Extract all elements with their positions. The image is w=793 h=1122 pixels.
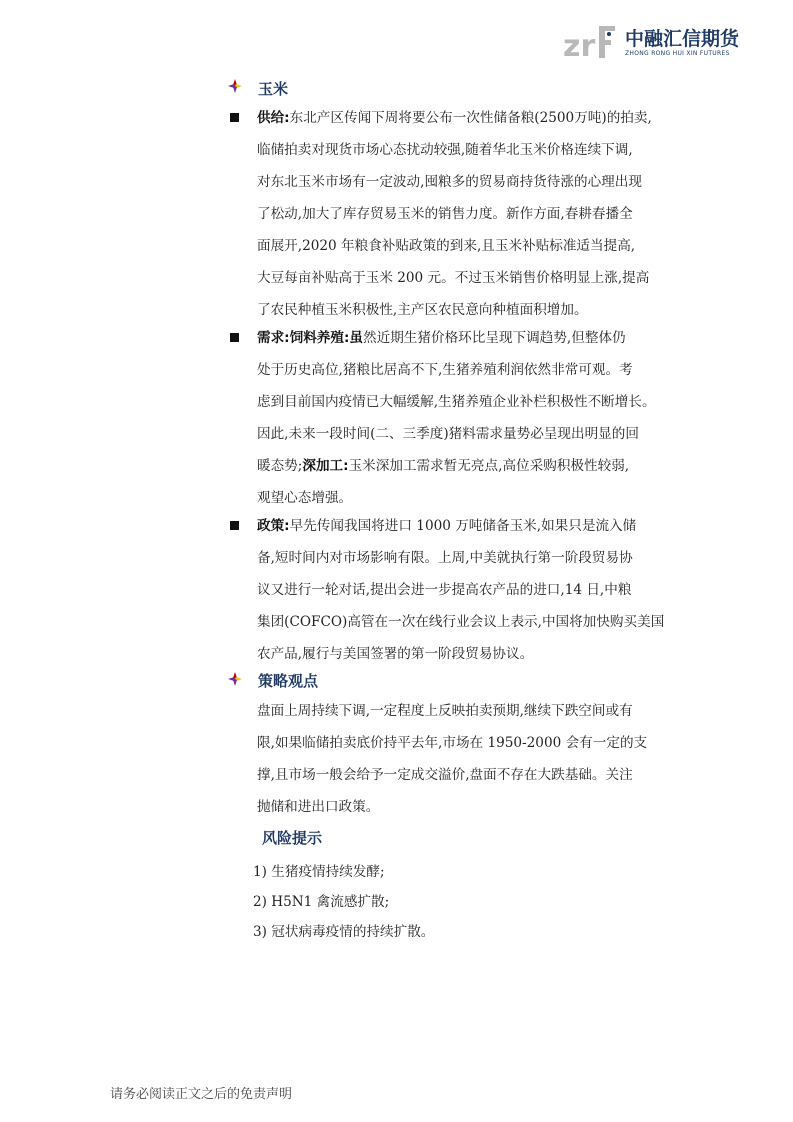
supply-text-1: 东北产区传闻下周将要公布一次性储备粮(2500万吨)的拍卖, bbox=[289, 110, 652, 126]
section-marker-icon bbox=[228, 79, 242, 93]
footer-disclaimer: 请务必阅读正文之后的免责声明 bbox=[110, 1087, 293, 1102]
demand-line-6: 观望心态增强。 bbox=[257, 490, 353, 506]
supply-label: 供给: bbox=[257, 110, 290, 126]
supply-line-4: 了松动,加大了库存贸易玉米的销售力度。新作方面,春耕春播全 bbox=[257, 206, 633, 222]
strategy-line-4: 抛储和进出口政策。 bbox=[257, 799, 380, 815]
section-title-corn: 玉米 bbox=[258, 80, 289, 98]
supply-line-7: 了农民种植玉米积极性,主产区农民意向种植面积增加。 bbox=[257, 302, 588, 318]
section-title-risk: 风险提示 bbox=[262, 829, 323, 847]
policy-text-1: 早先传闻我国将进口 1000 万吨储备玉米,如果只是流入储 bbox=[289, 518, 637, 534]
bullet-square bbox=[230, 333, 239, 342]
policy-line-3: 议又进行一轮对话,提出会进一步提高农产品的进口,14 日,中粮 bbox=[257, 582, 632, 598]
demand-text-5a: 暖态势; bbox=[257, 458, 303, 474]
risk-item: 2) H5N1 禽流感扩散; bbox=[253, 894, 390, 910]
policy-line-2: 备,短时间内对市场影响有限。上周,中美就执行第一阶段贸易协 bbox=[257, 550, 633, 566]
strategy-line-3: 撑,且市场一般会给予一定成交溢价,盘面不存在大跌基础。关注 bbox=[257, 767, 633, 783]
section-marker-icon bbox=[228, 672, 242, 686]
policy-line-1 bbox=[257, 518, 636, 534]
supply-line-6: 大豆每亩补贴高于玉米 200 元。不过玉米销售价格明显上涨,提高 bbox=[257, 270, 650, 286]
supply-line-3: 对东北玉米市场有一定波动,囤粮多的贸易商持货待涨的心理出现 bbox=[257, 174, 642, 190]
policy-line-5: 农产品,履行与美国签署的第一阶段贸易协议。 bbox=[257, 646, 534, 662]
section-title-strategy: 策略观点 bbox=[258, 672, 319, 690]
demand-line-1 bbox=[257, 330, 626, 346]
logo-mark-icon bbox=[563, 22, 619, 62]
demand-label: 需求:饲料养殖:虽 bbox=[257, 330, 364, 346]
deep-processing-label: 深加工: bbox=[302, 458, 349, 474]
supply-line-2: 临储拍卖对现货市场心态扰动较强,随着华北玉米价格连续下调, bbox=[257, 142, 633, 158]
supply-line-5: 面展开,2020 年粮食补贴政策的到来,且玉米补贴标准适当提高, bbox=[257, 238, 636, 254]
demand-line-5 bbox=[257, 458, 629, 474]
logo-chinese-name: 中融汇信期货 bbox=[625, 28, 740, 50]
strategy-line-1: 盘面上周持续下调,一定程度上反映拍卖预期,继续下跌空间或有 bbox=[257, 703, 633, 719]
strategy-line-2: 限,如果临储拍卖底价持平去年,市场在 1950-2000 会有一定的支 bbox=[257, 735, 648, 751]
company-logo bbox=[563, 22, 753, 62]
demand-line-3: 虑到目前国内疫情已大幅缓解,生猪养殖企业补栏积极性不断增长。 bbox=[257, 394, 656, 410]
demand-line-4: 因此,未来一段时间(二、三季度)猪料需求量势必呈现出明显的回 bbox=[257, 426, 639, 442]
policy-label: 政策: bbox=[257, 518, 290, 534]
logo-english-name: ZHONG RONG HUI XIN FUTURES bbox=[625, 50, 730, 57]
demand-text-1: 然近期生猪价格环比呈现下调趋势,但整体仍 bbox=[363, 330, 626, 346]
bullet-square bbox=[230, 113, 239, 122]
demand-line-2: 处于历史高位,猪粮比居高不下,生猪养殖利润依然非常可观。考 bbox=[257, 362, 633, 378]
risk-item: 1) 生猪疫情持续发酵; bbox=[253, 864, 385, 880]
supply-line-1 bbox=[257, 110, 652, 126]
svg-text:zr: zr bbox=[563, 29, 596, 62]
bullet-square bbox=[230, 521, 239, 530]
demand-text-5b: 玉米深加工需求暂无亮点,高位采购积极性较弱, bbox=[348, 458, 630, 474]
policy-line-4: 集团(COFCO)高管在一次在线行业会议上表示,中国将加快购买美国 bbox=[257, 614, 665, 630]
risk-item: 3) 冠状病毒疫情的持续扩散。 bbox=[253, 924, 435, 940]
